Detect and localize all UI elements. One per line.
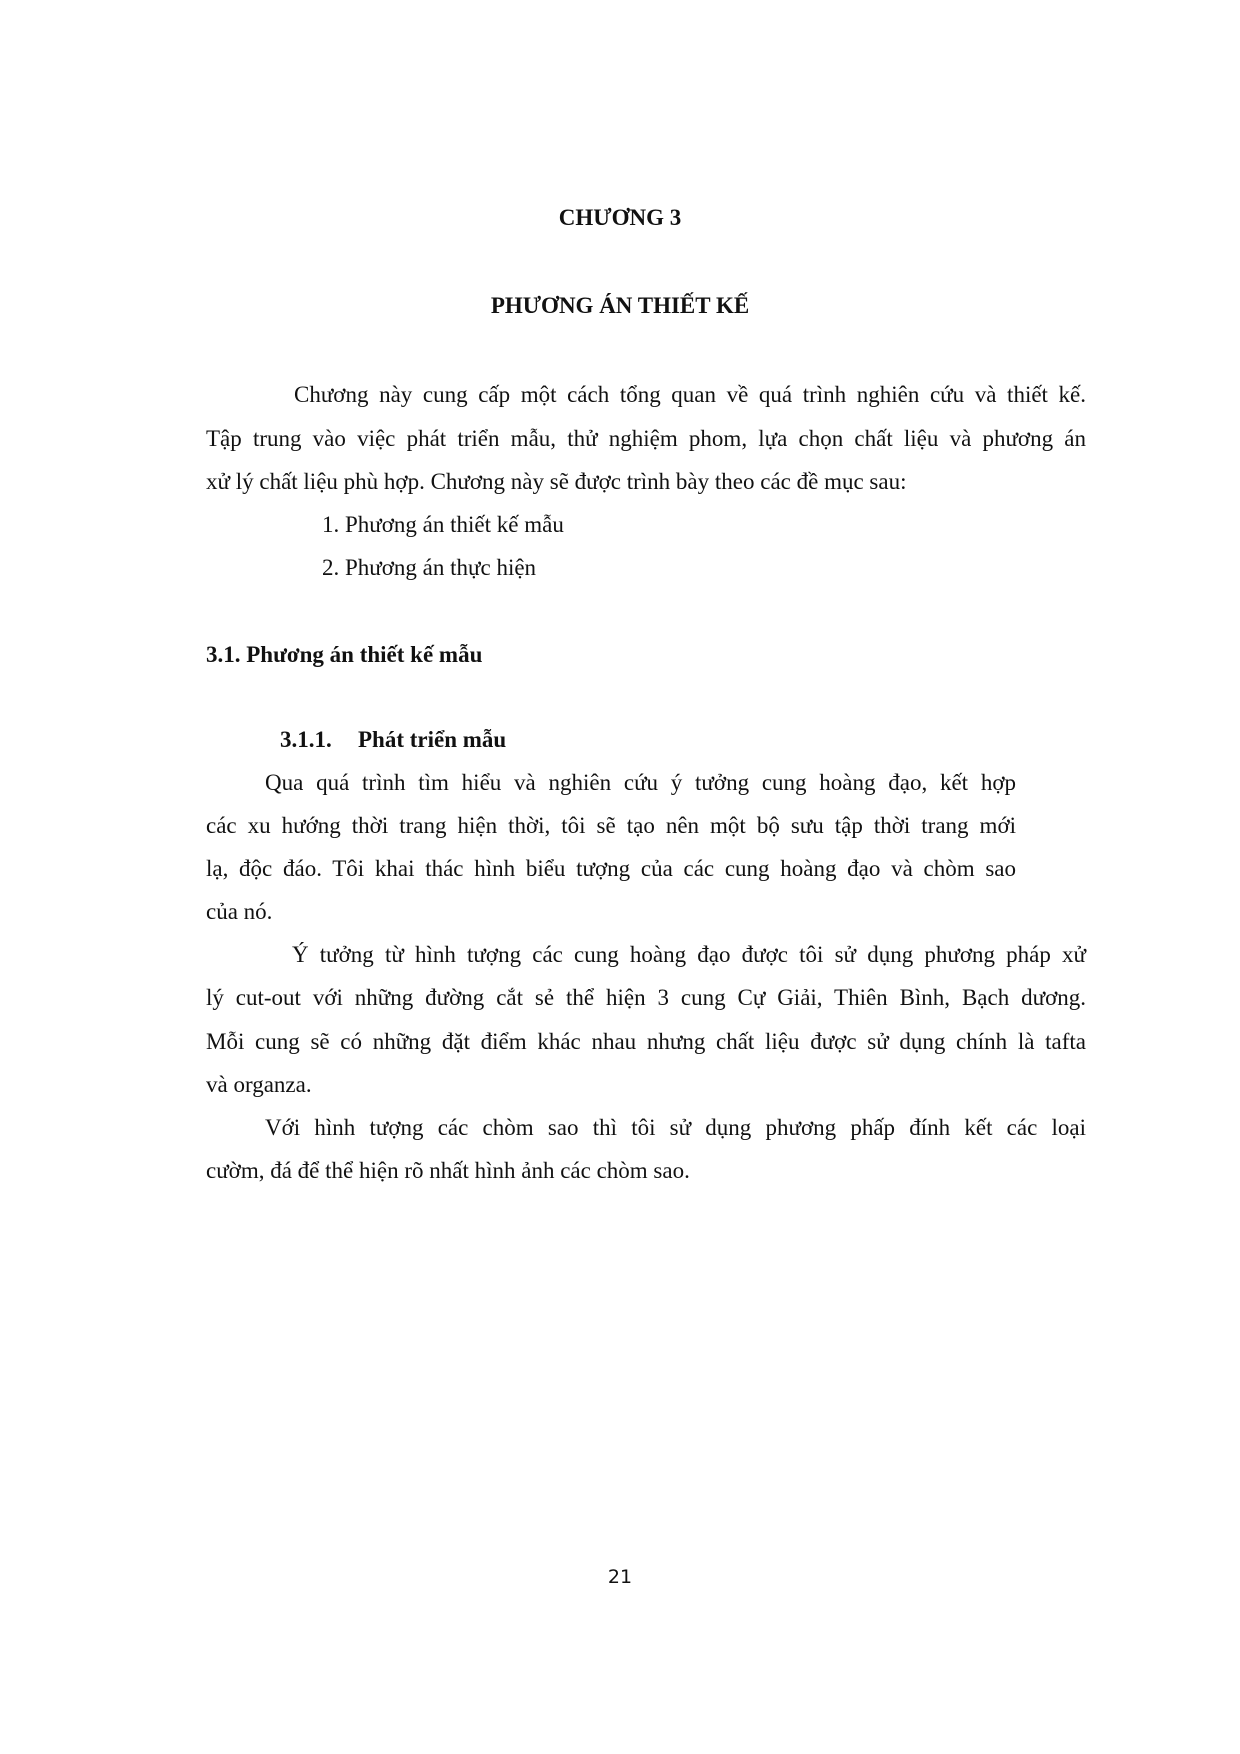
paragraph-line: của nó. [206,899,273,924]
intro-line: Chương này cung cấp một cách tổng quan về quá trình nghiên cứu và thiết kế. [294,382,1086,407]
paragraph-line: các xu hướng thời trang hiện thời, tôi sẽ tạo nên một bộ sưu tập thời trang mới [206,813,1016,838]
paragraph-line: lý cut-out với những đường cắt sẻ thể hiện 3 cung Cự Giải, Thiên Bình, Bạch dương. [206,985,1086,1010]
chapter-title: PHƯƠNG ÁN THIẾT KẾ [490,293,750,318]
page-number: 21 [607,1566,633,1588]
intro-line: xử lý chất liệu phù hợp. Chương này sẽ được trình bày theo các đề mục sau: [206,469,907,494]
paragraph-line: Qua quá trình tìm hiểu và nghiên cứu ý tưởng cung hoàng đạo, kết hợp [265,770,1016,795]
paragraph-line: Mỗi cung sẽ có những đặt điểm khác nhau nhưng chất liệu được sử dụng chính là tafta [206,1029,1086,1054]
paragraph-line: cườm, đá để thể hiện rõ nhất hình ảnh các chòm sao. [206,1158,690,1183]
paragraph-line: Ý tưởng từ hình tượng các cung hoàng đạo được tôi sử dụng phương pháp xử [292,942,1086,967]
paragraph-line: Với hình tượng các chòm sao thì tôi sử dụng phương phấp đính kết các loại [265,1115,1086,1140]
subsection-number: 3.1.1. [280,727,332,752]
list-item: 1. Phương án thiết kế mẫu [322,512,564,537]
intro-line: Tập trung vào việc phát triển mẫu, thử nghiệm phom, lựa chọn chất liệu và phương án [206,426,1086,451]
chapter-number: CHƯƠNG 3 [558,205,682,230]
paragraph-line: và organza. [206,1072,312,1097]
subsection-title: Phát triển mẫu [358,727,507,752]
list-item: 2. Phương án thực hiện [322,555,537,580]
section-heading: 3.1. Phương án thiết kế mẫu [206,642,483,667]
paragraph-line: lạ, độc đáo. Tôi khai thác hình biểu tượng của các cung hoàng đạo và chòm sao [206,856,1016,881]
